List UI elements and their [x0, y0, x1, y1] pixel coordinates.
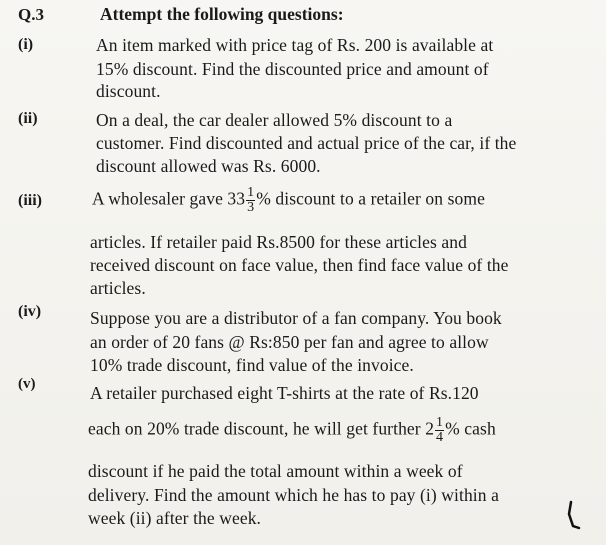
- question-heading: Attempt the following questions:: [100, 4, 344, 24]
- question-label-i: (i): [18, 36, 34, 53]
- question-v-line: delivery. Find the amount which he has to pay (i) within a: [88, 485, 499, 505]
- question-ii-line: On a deal, the car dealer allowed 5% discount to a: [96, 110, 453, 130]
- fraction-one-third: [246, 186, 255, 215]
- pen-mark-icon: [565, 500, 583, 530]
- question-number: Q.3: [18, 5, 44, 24]
- fraction-denominator: 3: [247, 200, 255, 215]
- question-i-line: discount.: [96, 81, 161, 101]
- question-iv-line: an order of 20 fans @ Rs:850 per fan and agree to allow: [90, 332, 489, 352]
- question-iii-line: articles. If retailer paid Rs.8500 for these articles and: [90, 232, 467, 252]
- question-i-line: 15% discount. Find the discounted price and amount of: [96, 59, 489, 79]
- question-label-iv: (iv): [18, 303, 42, 320]
- question-iii-text-after: % discount to a retailer on some: [256, 188, 485, 209]
- question-label-ii: (ii): [18, 110, 38, 127]
- question-i-line: An item marked with price tag of Rs. 200 is available at: [96, 35, 494, 55]
- fraction-numerator: 1: [247, 185, 255, 200]
- question-label-v: (v): [18, 376, 36, 392]
- question-iii-line: received discount on face value, then find face value of the: [90, 255, 509, 275]
- question-v-line: discount if he paid the total amount within a week of: [88, 461, 463, 481]
- question-v-line: week (ii) after the week.: [88, 508, 262, 528]
- fraction-one-fourth: [435, 416, 444, 445]
- question-v-second-line: [88, 416, 496, 445]
- fraction-denominator: 4: [436, 430, 444, 445]
- question-iv-line: Suppose you are a distributor of a fan company. You book: [90, 308, 502, 328]
- question-iii-line: articles.: [90, 278, 146, 298]
- question-iii-first-line: [92, 186, 485, 215]
- question-v-line: A retailer purchased eight T-shirts at the rate of Rs.120: [90, 383, 479, 403]
- fraction-numerator: 1: [436, 415, 444, 430]
- question-v-text-before: each on 20% trade discount, he will get further 2: [88, 418, 435, 439]
- question-ii-line: discount allowed was Rs. 6000.: [96, 156, 321, 176]
- question-v-text-after: % cash: [445, 418, 496, 439]
- question-iv-line: 10% trade discount, find value of the invoice.: [90, 355, 414, 375]
- question-label-iii: (iii): [18, 192, 42, 209]
- question-iii-text-before: A wholesaler gave 33: [92, 188, 246, 209]
- question-ii-line: customer. Find discounted and actual price of the car, if the: [96, 133, 517, 153]
